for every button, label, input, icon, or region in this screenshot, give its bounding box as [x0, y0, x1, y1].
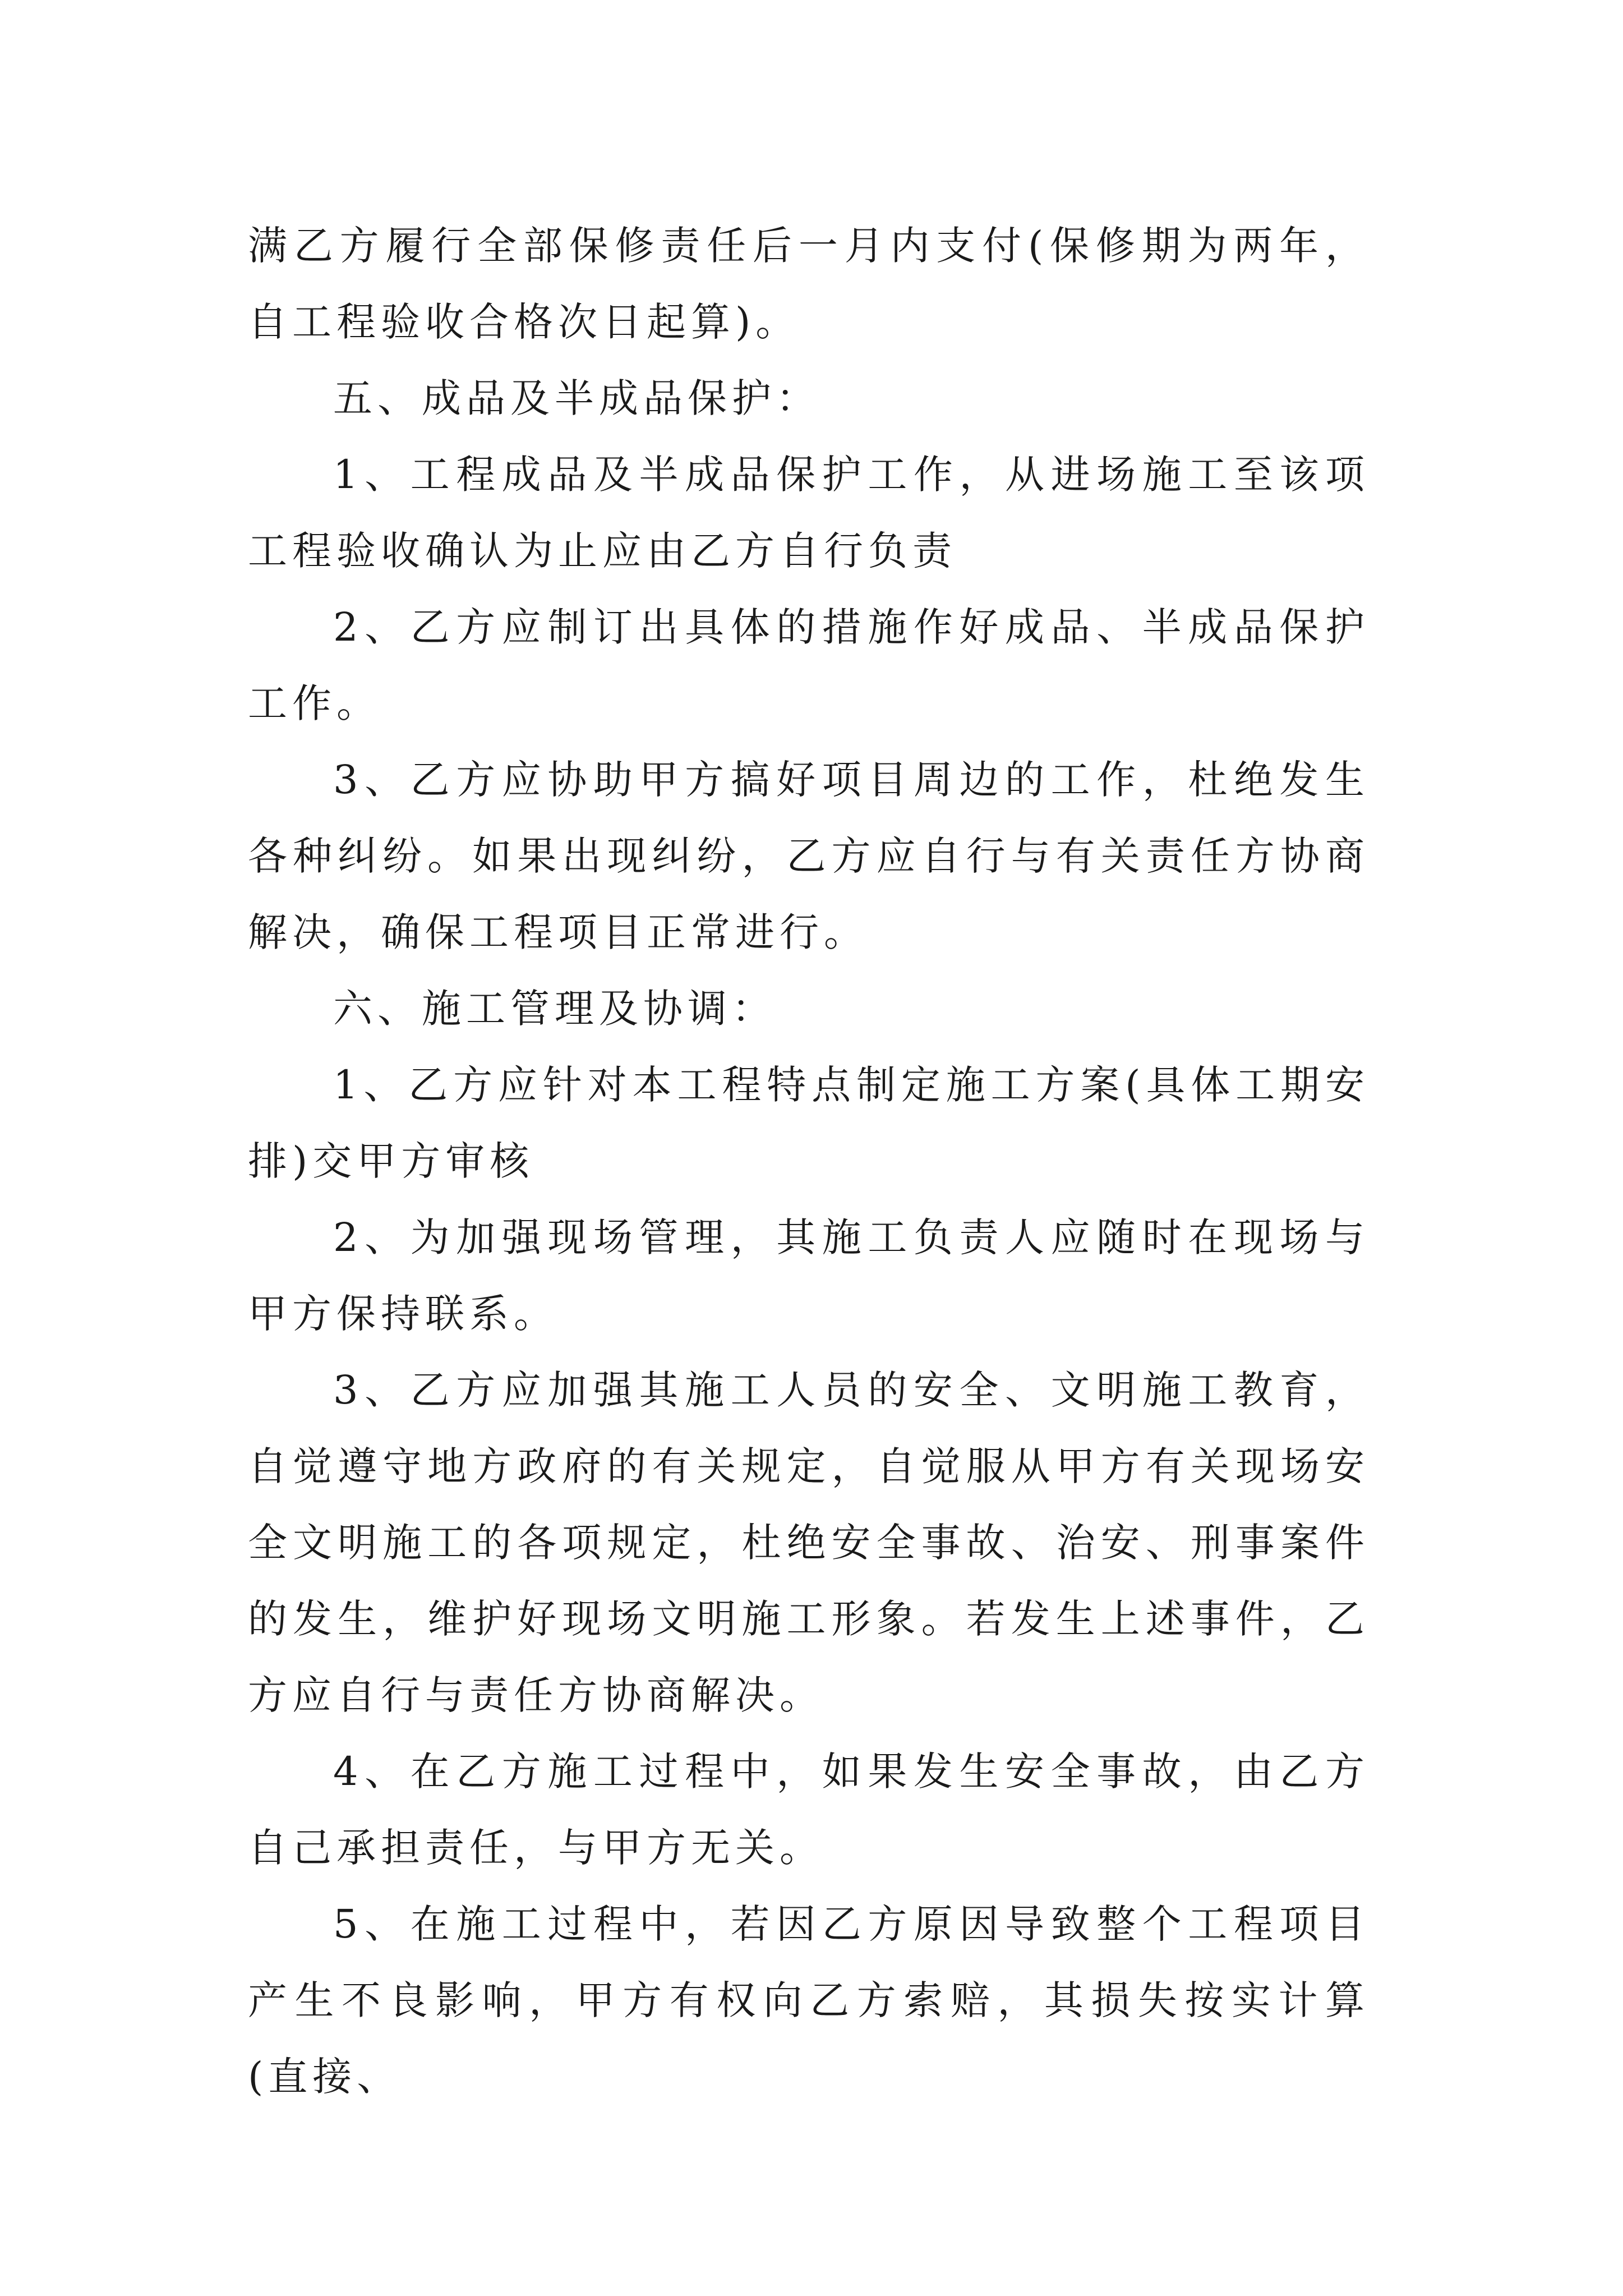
paragraph-management-item-2: 2、为加强现场管理，其施工负责人应随时在现场与甲方保持联系。	[248, 1214, 1370, 1337]
paragraph-protection-item-3: 3、乙方应协助甲方搞好项目周边的工作，杜绝发生各种纠纷。如果出现纠纷，乙方应自行与有关责任方协商解决，确保工程项目正常进行。	[248, 757, 1370, 955]
contract-body-text	[248, 208, 1370, 2115]
paragraph-warranty-continuation: 满乙方履行全部保修责任后一月内支付(保修期为两年，自工程验收合格次日起算)。	[248, 223, 1370, 345]
paragraph-management-item-3: 3、乙方应加强其施工人员的安全、文明施工教育，自觉遵守地方政府的有关规定，自觉服从甲方有关现场安全文明施工的各项规定，杜绝安全事故、治安、刑事案件的发生，维护好现场文明施工形象。若发生上述事件，乙方应自行与责任方协商解决。	[248, 1367, 1370, 1718]
paragraph-management-item-4: 4、在乙方施工过程中，如果发生安全事故，由乙方自己承担责任，与甲方无关。	[248, 1749, 1370, 1871]
section-heading-product-protection: 五、成品及半成品保护：	[333, 375, 820, 421]
paragraph-management-item-1: 1、乙方应针对本工程特点制定施工方案(具体工期安排)交甲方审核	[248, 1062, 1370, 1184]
paragraph-protection-item-1: 1、工程成品及半成品保护工作，从进场施工至该项工程验收确认为止应由乙方自行负责	[248, 452, 1370, 574]
paragraph-protection-item-2: 2、乙方应制订出具体的措施作好成品、半成品保护工作。	[248, 604, 1370, 726]
paragraph-management-item-5: 5、在施工过程中，若因乙方原因导致整个工程项目产生不良影响，甲方有权向乙方索赔，其损失按实计算(直接、	[248, 1901, 1370, 2100]
section-heading-construction-management: 六、施工管理及协调：	[333, 986, 776, 1032]
